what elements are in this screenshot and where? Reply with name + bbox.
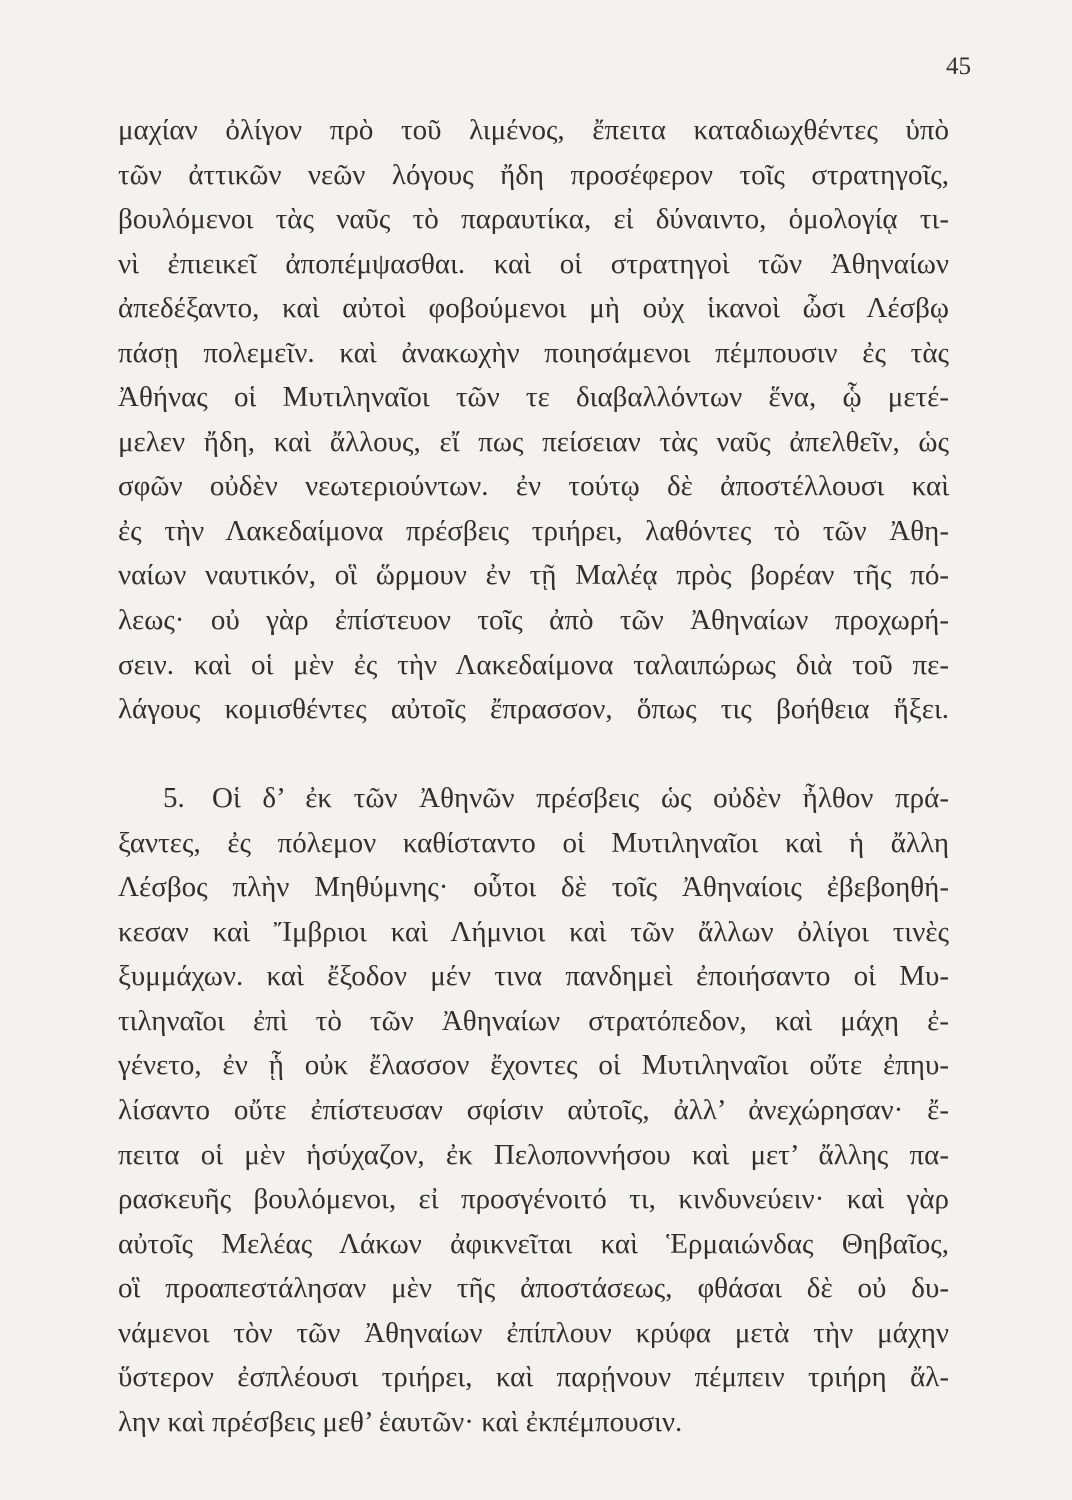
body-text: [118, 108, 950, 1444]
text-line: [118, 375, 950, 420]
text-line-content: ξυμμάχων. καὶ ἔξοδον μέν τινα πανδημεὶ ἐποιήσαντο οἱ Μυ-: [118, 960, 949, 993]
text-line: [118, 1222, 950, 1267]
text-line-content: σειν. καὶ οἱ μὲν ἐς τὴν Λακεδαίμονα ταλαιπώρως διὰ τοῦ πε-: [118, 648, 949, 681]
text-line-content: Ἀθήνας οἱ Μυτιληναῖοι τῶν τε διαβαλλόντων ἕνα, ᾧ μετέ-: [118, 381, 949, 414]
text-line-content: νάμενοι τὸν τῶν Ἀθηναίων ἐπίπλουν κρύφα μετὰ τὴν μάχην: [118, 1316, 949, 1349]
text-line: [118, 242, 950, 287]
text-line: [118, 1355, 950, 1400]
text-line-content: τιληναῖοι ἐπὶ τὸ τῶν Ἀθηναίων στρατόπεδον, καὶ μάχη ἐ-: [118, 1004, 949, 1037]
text-line: [118, 509, 950, 554]
page-number: 45: [946, 53, 971, 80]
text-line: [118, 197, 950, 242]
text-line-content: μαχίαν ὀλίγον πρὸ τοῦ λιμένος, ἔπειτα καταδιωχθέντες ὑπὸ: [118, 114, 949, 146]
text-line: [118, 108, 950, 153]
text-line: [118, 420, 950, 465]
text-line: [118, 1043, 950, 1088]
text-line: [118, 1311, 950, 1356]
text-line-content: κεσαν καὶ Ἴμβριοι καὶ Λήμνιοι καὶ τῶν ἄλλων ὀλίγοι τινὲς: [118, 915, 949, 948]
text-line: [118, 821, 950, 866]
text-line-content: λην καὶ πρέσβεις μεθ’ ἑαυτῶν· καὶ ἐκπέμπουσιν.: [118, 1405, 683, 1438]
text-line-first: [118, 776, 950, 821]
text-line-content: ξαντες, ἐς πόλεμον καθίσταντο οἱ Μυτιληναῖοι καὶ ἡ ἄλλη: [118, 826, 949, 859]
text-line: [118, 910, 950, 955]
text-line-content: ὕστερον ἐσπλέουσι τριήρει, καὶ παρῄνουν πέμπειν τριήρη ἄλ-: [118, 1361, 949, 1394]
text-line-content: τῶν ἀττικῶν νεῶν λόγους ἤδη προσέφερον τοῖς στρατηγοῖς,: [118, 158, 949, 191]
text-line-content: λάγους κομισθέντες αὐτοῖς ἔπρασσον, ὅπως τις βοήθεια ἥξει.: [118, 693, 949, 726]
paragraph: [118, 776, 950, 1444]
text-line-content: ἀπεδέξαντο, καὶ αὐτοὶ φοβούμενοι μὴ οὐχ ἱκανοὶ ὦσι Λέσβῳ: [118, 292, 949, 325]
section-number: 5.: [163, 782, 185, 815]
text-line: [118, 687, 950, 732]
text-line: [118, 286, 950, 331]
paragraph: [118, 108, 950, 732]
text-line-content: ρασκευῆς βουλόμενοι, εἰ προσγένοιτό τι, κινδυνεύειν· καὶ γὰρ: [118, 1183, 949, 1216]
text-line-content: γένετο, ἐν ᾗ οὐκ ἔλασσον ἔχοντες οἱ Μυτιληναῖοι οὔτε ἐπηυ-: [118, 1049, 949, 1082]
text-line-content: ναίων ναυτικόν, οἳ ὥρμουν ἐν τῇ Μαλέᾳ πρὸς βορέαν τῆς πό-: [118, 559, 949, 592]
text-line-content: Οἱ δ’ ἐκ τῶν Ἀθηνῶν πρέσβεις ὡς οὐδὲν ἦλθον πρά-: [212, 782, 949, 815]
text-line-content: σφῶν οὐδὲν νεωτεριούντων. ἐν τούτῳ δὲ ἀποστέλλουσι καὶ: [118, 470, 949, 503]
text-line: [118, 1266, 950, 1311]
text-line: [118, 643, 950, 688]
text-line-content: πάσῃ πολεμεῖν. καὶ ἀνακωχὴν ποιησάμενοι πέμπουσιν ἐς τὰς: [118, 336, 949, 369]
text-line-content: ἐς τὴν Λακεδαίμονα πρέσβεις τριήρει, λαθόντες τὸ τῶν Ἀθη-: [118, 514, 949, 547]
text-line-content: οἳ προαπεστάλησαν μὲν τῆς ἀποστάσεως, φθάσαι δὲ οὐ δυ-: [118, 1272, 949, 1305]
text-line: [118, 1088, 950, 1133]
text-line: [118, 153, 950, 198]
text-line-content: μελεν ἤδη, καὶ ἄλλους, εἴ πως πείσειαν τὰς ναῦς ἀπελθεῖν, ὡς: [118, 425, 949, 458]
text-line: [118, 954, 950, 999]
text-line: [118, 1177, 950, 1222]
text-line: [118, 598, 950, 643]
text-line: [118, 1400, 950, 1445]
text-line: [118, 865, 950, 910]
text-line-content: λίσαντο οὔτε ἐπίστευσαν σφίσιν αὐτοῖς, ἀλλ’ ἀνεχώρησαν· ἔ-: [118, 1094, 949, 1127]
text-line: [118, 1133, 950, 1178]
text-line-content: αὐτοῖς Μελέας Λάκων ἀφικνεῖται καὶ Ἑρμαιώνδας Θηβαῖος,: [118, 1227, 949, 1260]
text-line: [118, 553, 950, 598]
text-line: [118, 464, 950, 509]
text-line-content: νὶ ἐπιεικεῖ ἀποπέμψασθαι. καὶ οἱ στρατηγοὶ τῶν Ἀθηναίων: [118, 247, 949, 280]
text-line-content: Λέσβος πλὴν Μηθύμνης· οὗτοι δὲ τοῖς Ἀθηναίοις ἐβεβοηθή-: [118, 871, 949, 904]
text-line: [118, 331, 950, 376]
text-line: [212, 776, 950, 821]
text-line-content: πειτα οἱ μὲν ἡσύχαζον, ἐκ Πελοποννήσου καὶ μετ’ ἄλλης πα-: [118, 1138, 949, 1171]
text-line-content: λεως· οὐ γὰρ ἐπίστευον τοῖς ἀπὸ τῶν Ἀθηναίων προχωρή-: [118, 604, 949, 637]
text-line-content: βουλόμενοι τὰς ναῦς τὸ παραυτίκα, εἰ δύναιντο, ὁμολογίᾳ τι-: [118, 203, 949, 236]
text-line: [118, 999, 950, 1044]
